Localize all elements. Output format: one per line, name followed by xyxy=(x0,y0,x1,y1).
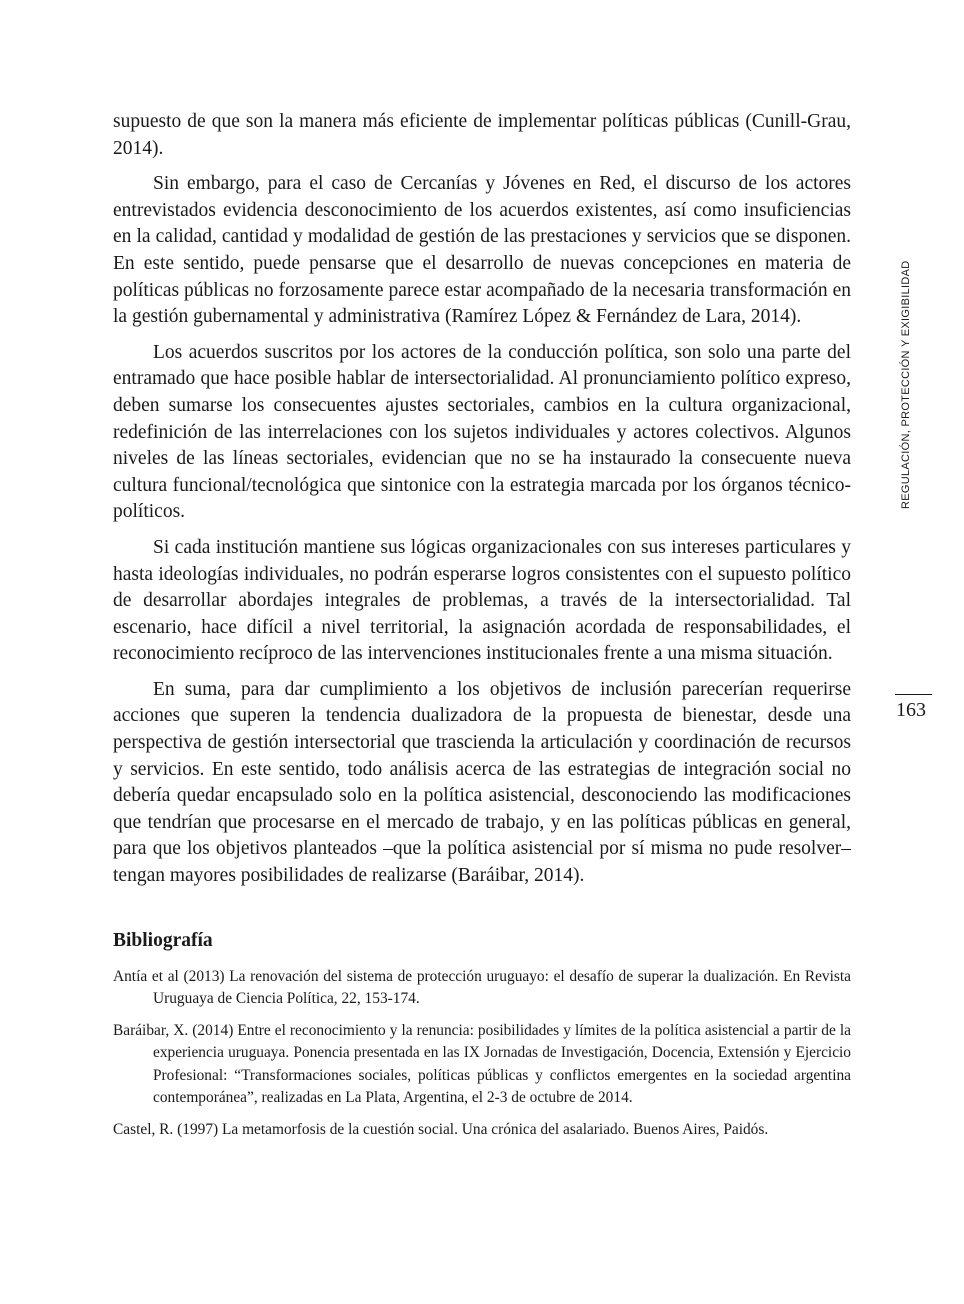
bibliography-entry-2: Baráibar, X. (2014) Entre el reconocimiento y la renuncia: posibilidades y límites de la política asistencial a partir de la experiencia uruguaya. Ponencia presentada en las IX Jornadas de Investigación, Docencia, Extensión y Ejercicio Profesional: “Transformaciones sociales, políticas públicas y conflictos emergentes en la sociedad argentina contemporánea”, realizadas en La Plata, Argentina, el 2-3 de octubre de 2014. xyxy=(113,1021,851,1107)
paragraph-2: Sin embargo, para el caso de Cercanías y Jóvenes en Red, el discurso de los actores entrevistados evidencia desconocimiento de los acuerdos existentes, así como insuficiencias en la calidad, cantidad y modalidad de gestión de las prestaciones y servicios que se disponen. En este sentido, puede pensarse que el desarrollo de nuevas concepciones en materia de políticas públicas no forzosamente parece estar acompañado de la necesaria transformación en la gestión gubernamental y administrativa (Ramírez López & Fernández de Lara, 2014). xyxy=(113,173,851,328)
paragraph-4: Si cada institución mantiene sus lógicas organizacionales con sus intereses particulares y hasta ideologías individuales, no podrán esperarse logros consistentes con el supuesto político de desarrollar abordajes integrales de problemas, a través de la intersectorialidad. Tal escenario, hace difícil a nivel territorial, la asignación acordada de responsabilidades, el reconocimiento recíproco de las intervenciones institucionales frente a una misma situación. xyxy=(113,536,851,665)
bibliography-entry-3: Castel, R. (1997) La metamorfosis de la cuestión social. Una crónica del asalariado. Buenos Aires, Paidós. xyxy=(113,1120,769,1138)
running-title: REGULACIÓN, PROTECCIÓN Y EXIGIBILIDAD xyxy=(900,260,912,509)
paragraph-1: supuesto de que son la manera más eficiente de implementar políticas públicas (Cunill-Grau, 2014). xyxy=(113,111,851,159)
page-number-rule xyxy=(895,694,932,695)
paragraph-5: En suma, para dar cumplimiento a los objetivos de inclusión parecerían requerirse acciones que superen la tendencia dualizadora de la propuesta de bienestar, desde una perspectiva de gestión intersectorial que trascienda la articulación y coordinación de recursos y servicios. En este sentido, todo análisis acerca de las estrategias de integración social no debería quedar encapsulado solo en la política asistencial, desconociendo las modificaciones que tendrían que procesarse en el mercado de trabajo, y en las políticas públicas en general, para que los objetivos planteados –que la política asistencial por sí misma no pude resolver– tengan mayores posibilidades de realizarse (Baráibar, 2014). xyxy=(113,678,851,887)
bibliography-entry-1: Antía et al (2013) La renovación del sistema de protección uruguayo: el desafío de superar la dualización. En Revista Uruguaya de Ciencia Política, 22, 153-174. xyxy=(113,967,851,1008)
page-number: 163 xyxy=(896,699,926,721)
page-content xyxy=(113,109,851,1150)
paragraph-3: Los acuerdos suscritos por los actores de la conducción política, son solo una parte del entramado que hace posible hablar de intersectorialidad. Al pronunciamiento político expreso, deben sumarse los consecuentes ajustes sectoriales, cambios en la cultura organizacional, redefinición de las interrelaciones con los sujetos individuales y actores colectivos. Algunos niveles de las líneas sectoriales, evidencian que no se ha instaurado la consecuente nueva cultura funcional/tecnológica que sintonice con la estrategia marcada por los órganos técnico-políticos. xyxy=(113,341,851,523)
bibliography-heading: Bibliografía xyxy=(113,929,213,951)
